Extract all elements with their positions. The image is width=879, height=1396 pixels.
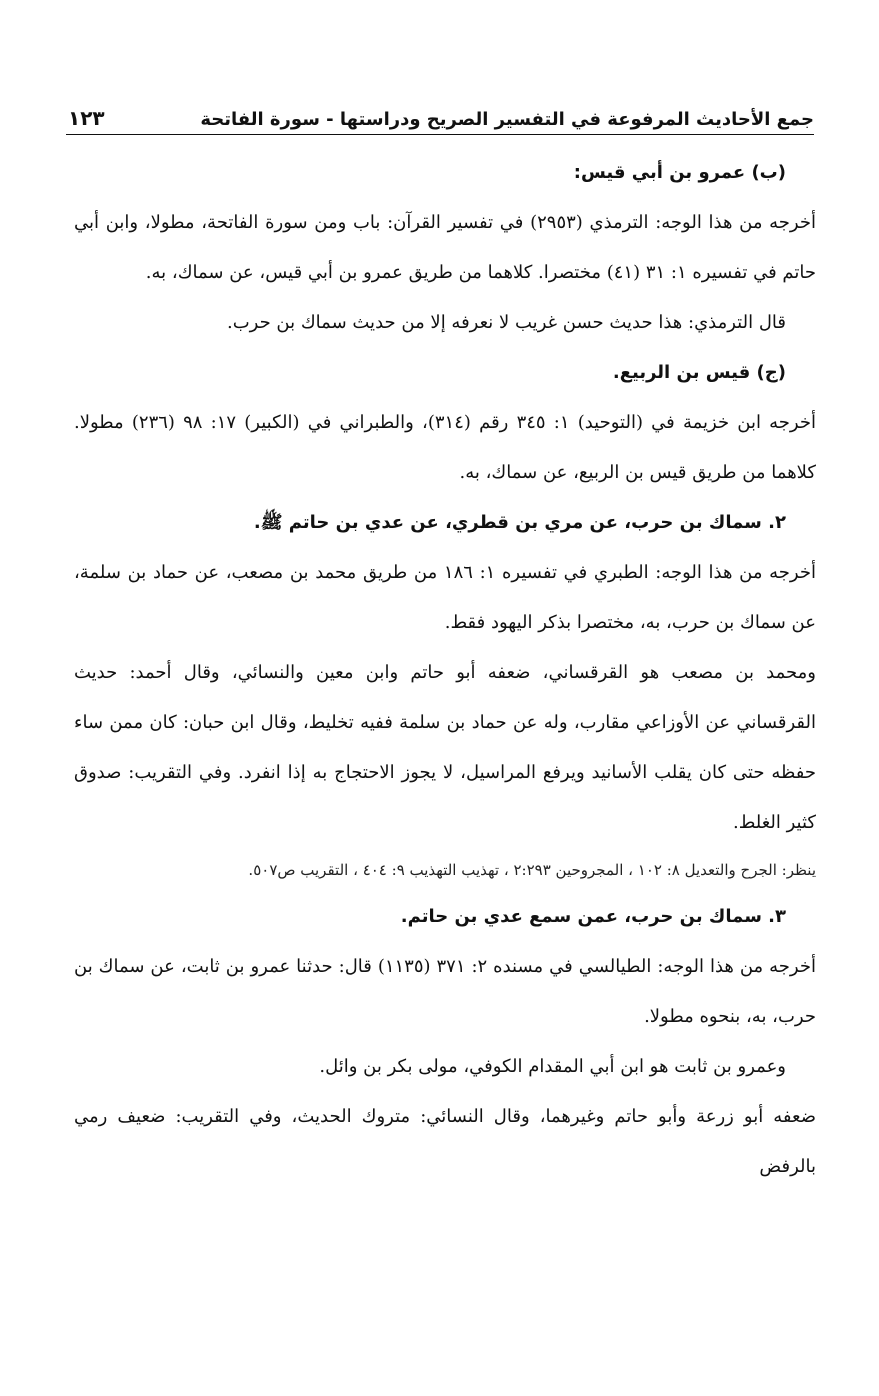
running-title: جمع الأحاديث المرفوعة في التفسير الصريح ودراستها - سورة الفاتحة (200, 109, 814, 130)
heading-second-route: ٢. سماك بن حرب، عن مري بن قطري، عن عدي بن حاتم ﷺ. (253, 512, 786, 533)
page-number: ١٢٣ (68, 106, 105, 130)
page-header (66, 100, 814, 135)
paragraph-ibn-khuzayma-takhrij: أخرجه ابن خزيمة في (التوحيد) ١: ٣٤٥ رقم (٣١٤)، والطبراني في (الكبير) ١٧: ٩٨ (٢٣٦) مطولا. كلاهما من طريق قيس بن الربيع، عن سماك، به. (74, 412, 816, 483)
paragraph-tirmidhi-verdict: قال الترمذي: هذا حديث حسن غريب لا نعرفه إلا من حديث سماك بن حرب. (226, 312, 786, 333)
paragraph-qarqasani-grading: ومحمد بن مصعب هو القرقساني، ضعفه أبو حاتم وابن معين والنسائي، وقال أحمد: حديث القرقساني عن الأوزاعي مقارب، وله عن حماد بن سلمة ففيه تخليط، وقال ابن حبان: كان ممن ساء حفظه حتى كان يقلب الأسانيد ويرفع المراسيل، لا يجوز الاحتجاج به إذا انفرد. وفي التقريب: صدوق كثير الغلط. (74, 662, 816, 833)
paragraph-tirmidhi-takhrij: أخرجه من هذا الوجه: الترمذي (٢٩٥٣) في تفسير القرآن: باب ومن سورة الفاتحة، مطولا، وابن أبي حاتم في تفسيره ١: ٣١ (٤١) مختصرا. كلاهما من طريق عمرو بن أبي قيس، عن سماك، به. (74, 212, 816, 283)
paragraph-amr-grading: ضعفه أبو زرعة وأبو حاتم وغيرهما، وقال النسائي: متروك الحديث، وفي التقريب: ضعيف رمي بالرفض (74, 1106, 816, 1177)
paragraph-tabari-takhrij: أخرجه من هذا الوجه: الطبري في تفسيره ١: ١٨٦ من طريق محمد بن مصعب، عن حماد بن سلمة، عن سماك بن حرب، به، مختصرا بذكر اليهود فقط. (74, 562, 816, 633)
subheading-qays-ibn-rabi: (ج) قيس بن الربيع. (612, 362, 786, 383)
references-note: ينظر: الجرح والتعديل ٨: ١٠٢ ، المجروحين ٢:٢٩٣ ، تهذيب التهذيب ٩: ٤٠٤ ، التقريب ص٥٠٧. (248, 861, 816, 879)
heading-third-route: ٣. سماك بن حرب، عمن سمع عدي بن حاتم. (400, 906, 786, 927)
paragraph-amr-ibn-thabit: وعمرو بن ثابت هو ابن أبي المقدام الكوفي، مولى بكر بن وائل. (319, 1056, 786, 1077)
paragraph-tayalisi-takhrij: أخرجه من هذا الوجه: الطيالسي في مسنده ٢: ٣٧١ (١١٣٥) قال: حدثنا عمرو بن ثابت، عن سماك بن حرب، به، بنحوه مطولا. (74, 956, 816, 1027)
subheading-amr-ibn-abi-qays: (ب) عمرو بن أبي قيس: (573, 162, 786, 183)
page-body (74, 148, 816, 1192)
